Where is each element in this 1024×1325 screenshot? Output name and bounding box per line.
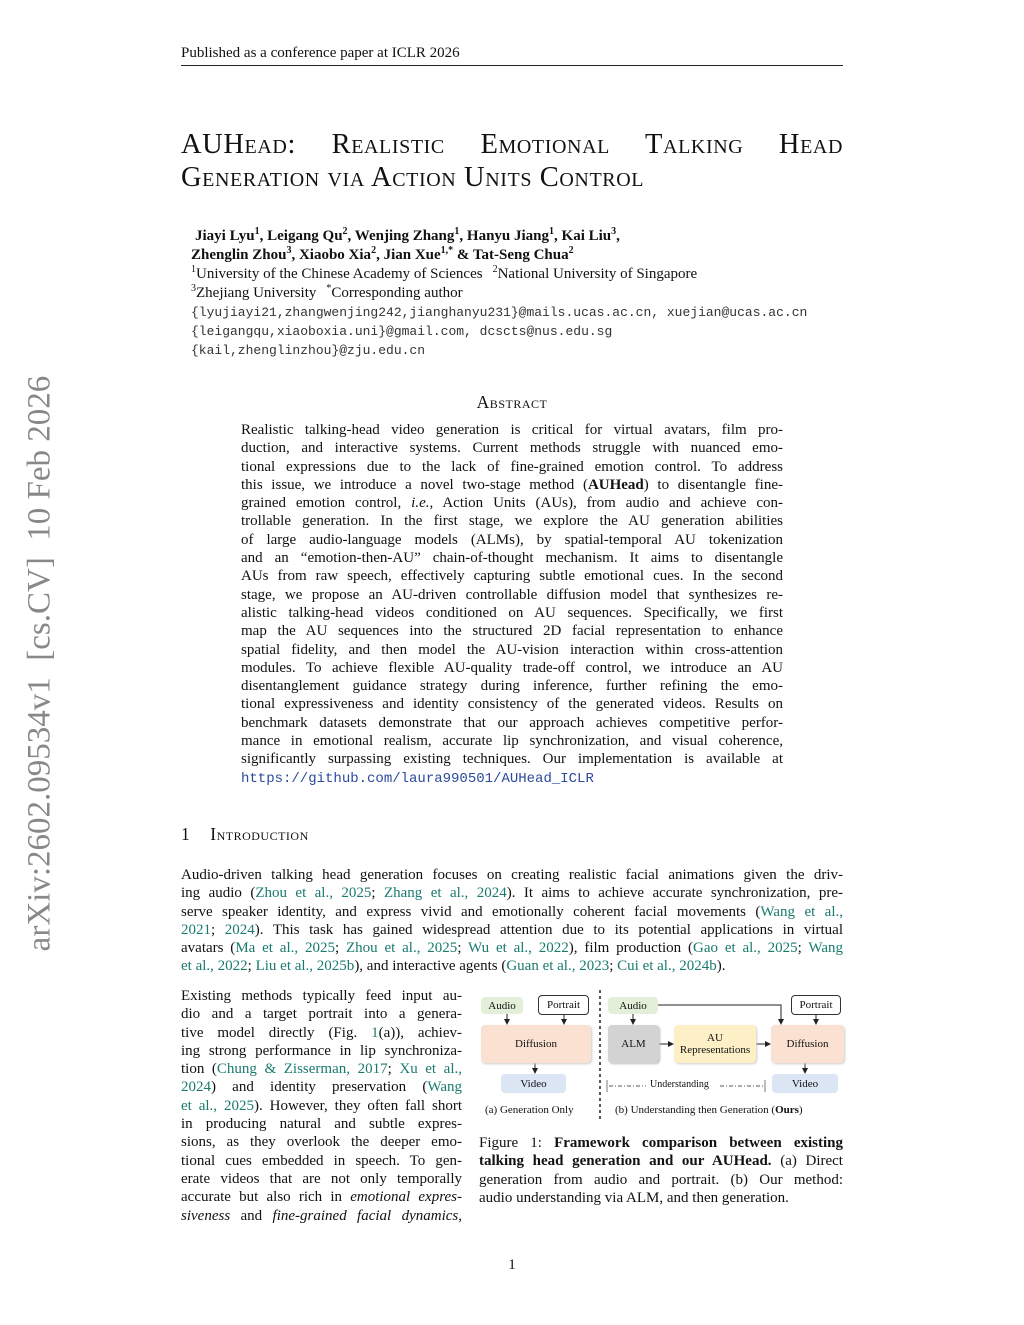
citation-link[interactable]: et al., 2025 xyxy=(181,1097,254,1114)
fig-b-audio-box: Audio xyxy=(608,997,658,1014)
text-line xyxy=(241,714,783,732)
fig-b-caption xyxy=(615,1104,803,1116)
text-line xyxy=(181,903,843,921)
text-run: tive model directly (Fig. xyxy=(181,1024,372,1041)
fig-b-understanding-label: Understanding xyxy=(650,1079,709,1090)
citation-link[interactable]: Chung & Zisserman, 2017 xyxy=(216,1061,388,1078)
text-run: ; xyxy=(609,958,618,975)
text-run: Corresponding author xyxy=(331,285,463,301)
text-run: ), and interactive agents ( xyxy=(354,958,507,975)
text-line xyxy=(479,1152,843,1170)
paper-title xyxy=(181,128,843,194)
citation-link[interactable]: et al., 2022 xyxy=(181,958,248,975)
text-line xyxy=(241,622,783,640)
text-line xyxy=(241,421,783,439)
section-title: Introduction xyxy=(210,824,309,844)
text-line xyxy=(241,549,783,567)
superscript: 2 xyxy=(371,245,377,256)
text-line xyxy=(241,769,783,787)
text-line xyxy=(181,1024,462,1042)
text-line xyxy=(241,750,783,768)
text-line xyxy=(479,1189,843,1207)
fig-b-caption-ours: Ours xyxy=(775,1104,799,1116)
text-line xyxy=(241,659,783,677)
text-run: tional expressiveness and identity consistency of the generated videos. Results on xyxy=(241,696,783,713)
text-run: Zhejiang University xyxy=(196,285,317,301)
text-run: siveness xyxy=(181,1207,231,1224)
text-run: modules. To achieve flexible AU-quality trade-off control, we introduce an AU xyxy=(241,659,783,676)
text-run: ). It aims to achieve accurate synchronization, pre- xyxy=(506,885,843,902)
text-run: tional cues embedded in speech. To gen- xyxy=(181,1152,462,1169)
text-run: , Xiaobo Xia xyxy=(291,247,372,263)
text-run: ), film production ( xyxy=(568,940,693,957)
citation-link[interactable]: Wang et al., xyxy=(760,903,843,920)
text-run: ; xyxy=(457,940,469,957)
affiliations-line-1 xyxy=(191,265,697,284)
text-run: disentanglement guidance strategy during inference, further refining the emo- xyxy=(241,678,783,695)
text-run: ; xyxy=(797,940,809,957)
title-line-1: AUHead: Realistic Emotional Talking Head xyxy=(181,129,843,160)
superscript: * xyxy=(316,283,332,294)
code-link[interactable]: https://github.com/laura990501/AUHead_ICLR xyxy=(241,770,594,787)
text-line xyxy=(241,494,783,512)
text-run: duction, and interactive systems. Current methods struggle with nuanced emo- xyxy=(241,440,783,457)
text-run: significantly surpassing existing techniques. Our implementation is available at xyxy=(241,751,783,768)
text-run: , Kai Liu xyxy=(554,228,612,244)
text-line xyxy=(241,567,783,585)
fig-b-diffusion-box: Diffusion xyxy=(771,1025,844,1063)
text-run: spatial fidelity, and then model the AU-vision interaction within cross-attention xyxy=(241,641,783,658)
superscript: 2 xyxy=(568,245,574,256)
text-run: this issue, we introduce a novel two-stage method ( xyxy=(241,476,588,493)
text-line xyxy=(241,586,783,604)
text-run: ; xyxy=(247,958,256,975)
superscript: 1 xyxy=(191,264,196,275)
text-run: ing strong performance in lip synchroniza- xyxy=(181,1042,462,1059)
text-line xyxy=(181,866,843,884)
text-run: , Wenjing Zhang xyxy=(347,228,455,244)
abstract-heading: Abstract xyxy=(476,392,548,412)
text-run: generation from audio and portrait. (b) Our method: xyxy=(479,1171,843,1188)
text-run: Jiayi Lyu xyxy=(195,228,255,244)
citation-link[interactable]: Xu et al., xyxy=(399,1061,462,1078)
fig-a-diffusion-box: Diffusion xyxy=(481,1025,591,1063)
page-number: 1 xyxy=(508,1257,516,1273)
text-line xyxy=(241,512,783,530)
text-run: (a) Direct xyxy=(771,1153,843,1170)
email-line-1: {lyujiayi21,zhangwenjing242,jianghanyu231}@mails.ucas.ac.cn, xuejian@ucas.ac.cn xyxy=(191,305,808,320)
citation-link[interactable]: Wang xyxy=(808,940,843,957)
superscript: 3 xyxy=(611,226,617,237)
text-run: (a)), achiev- xyxy=(378,1024,462,1041)
fig-a-portrait-box: Portrait xyxy=(538,995,589,1015)
text-run: benchmark datasets demonstrate that our approach achieves competitive perfor- xyxy=(241,714,783,731)
section-heading xyxy=(181,824,309,845)
email-line-2: {leigangqu,xiaoboxia.uni}@gmail.com, dcscts@nus.edu.sg xyxy=(191,324,613,339)
citation-link[interactable]: 2024 xyxy=(224,921,255,938)
text-line xyxy=(241,458,783,476)
text-run: erate videos that are not only temporally xyxy=(181,1170,462,1187)
superscript: 1,* xyxy=(440,245,454,256)
fig-b-portrait-box: Portrait xyxy=(791,995,841,1015)
citation-link[interactable]: Wang xyxy=(427,1079,462,1096)
text-run: ; xyxy=(334,940,346,957)
text-run: ). However, they often fall short xyxy=(253,1097,462,1114)
text-line xyxy=(479,1134,843,1152)
text-run: serve speaker identity, and express vivid and emotionally coherent facial movements ( xyxy=(181,903,761,920)
text-run: Realistic talking-head video generation is critical for virtual avatars, film pro- xyxy=(241,422,783,438)
authors-line-1 xyxy=(195,227,620,246)
superscript: 3 xyxy=(191,283,196,294)
figure-1-caption xyxy=(479,1134,843,1207)
text-line xyxy=(181,1115,462,1133)
section-number: 1 xyxy=(181,824,191,844)
text-run: talking head generation and our AUHead. xyxy=(479,1153,772,1170)
citation-link[interactable]: Wu et al., 2022 xyxy=(468,940,569,957)
citation-link[interactable]: Zhang et al., 2024 xyxy=(383,885,507,902)
text-line xyxy=(181,921,843,939)
title-line-2: Generation via Action Units Control xyxy=(181,162,645,193)
text-run: AUs from raw speech, effectively capturing subtle emotional cues. In the second xyxy=(241,568,783,585)
text-run: emotional expres- xyxy=(350,1189,462,1206)
text-line xyxy=(479,1171,843,1189)
text-run: ; xyxy=(371,885,384,902)
text-run: alistic talking-head videos conditioned on AU sequences. Specifically, we first xyxy=(241,604,783,621)
text-run: tional expressions due to the lack of fine-grained emotion control. To address xyxy=(241,458,783,475)
fig-a-caption: (a) Generation Only xyxy=(485,1104,574,1116)
text-run: , Jian Xue xyxy=(376,247,441,263)
citation-link[interactable]: Liu et al., 2025b xyxy=(255,958,355,975)
text-line xyxy=(241,641,783,659)
text-run: i.e. xyxy=(411,495,430,512)
text-run: accurate but also rich in xyxy=(181,1189,351,1206)
superscript: 1 xyxy=(254,226,260,237)
text-line xyxy=(241,732,783,750)
email-line-3: {kail,zhenglinzhou}@zju.edu.cn xyxy=(191,343,426,358)
arxiv-stamp: arXiv:2602.09534v1 [cs.CV] 10 Feb 2026 xyxy=(21,375,58,952)
superscript: 3 xyxy=(286,245,292,256)
citation-link[interactable]: Cui et al., 2024b xyxy=(617,958,717,975)
text-run: grained emotion control, xyxy=(241,495,412,512)
text-run: Figure 1: xyxy=(479,1135,555,1151)
text-run: National University of Singapore xyxy=(497,266,698,282)
text-line xyxy=(181,939,843,957)
text-line xyxy=(241,476,783,494)
text-run: , Hanyu Jiang xyxy=(459,228,550,244)
text-line xyxy=(181,1170,462,1188)
superscript: 1 xyxy=(549,226,555,237)
text-run: stage, we propose an AU-driven controllable diffusion model that synthesizes re- xyxy=(241,586,783,603)
text-run: ) and identity preservation ( xyxy=(211,1079,428,1096)
header-rule xyxy=(181,65,843,66)
intro-left-column xyxy=(181,987,462,1225)
text-run: mance in emotional realism, accurate lip synchronization, and visual coherence, xyxy=(241,733,783,750)
superscript: 1 xyxy=(454,226,460,237)
fig-b-alm-box: ALM xyxy=(608,1025,659,1063)
text-run: ; xyxy=(211,921,225,938)
text-run: Zhenglin Zhou xyxy=(191,247,287,263)
text-run: of large audio-language models (ALMs), by spatial-temporal AU tokenization xyxy=(241,531,783,548)
text-run: in producing natural and subtle expres- xyxy=(181,1116,462,1133)
citation-link[interactable]: Guan et al., 2023 xyxy=(506,958,610,975)
text-run: ) to disentangle fine- xyxy=(643,476,783,493)
text-run: ing audio ( xyxy=(181,885,256,902)
text-run: fine-grained facial dynamics xyxy=(272,1207,459,1224)
superscript: 2 xyxy=(342,226,348,237)
fig-b-video-box: Video xyxy=(772,1074,838,1093)
text-run: University of the Chinese Academy of Sciences xyxy=(196,266,483,282)
text-line xyxy=(241,439,783,457)
authors-line-2 xyxy=(191,246,574,265)
text-run: ; xyxy=(387,1061,400,1078)
text-run: , xyxy=(616,228,620,244)
text-run: sions, as they overlook the deeper emo- xyxy=(181,1134,462,1151)
text-run: trollable generation. In the first stage, we explore the AU generation abilities xyxy=(241,513,783,530)
fig-a-video-box: Video xyxy=(501,1074,566,1093)
text-line xyxy=(181,1078,462,1096)
text-run: AUHead xyxy=(587,476,644,493)
text-run: , Action Units (AUs), from audio and achieve con- xyxy=(429,495,783,512)
text-line xyxy=(181,1097,462,1115)
text-line xyxy=(181,1042,462,1060)
text-line xyxy=(181,1188,462,1206)
fig-b-caption-close: ) xyxy=(798,1104,803,1116)
citation-link[interactable]: 1 xyxy=(371,1024,379,1041)
text-line xyxy=(181,957,843,975)
text-line xyxy=(181,884,843,902)
abstract-body xyxy=(241,421,783,787)
text-run: ). xyxy=(716,958,726,975)
text-run: , Leigang Qu xyxy=(259,228,343,244)
affiliations-line-2 xyxy=(191,284,463,303)
text-line xyxy=(181,1133,462,1151)
text-run: ). This task has gained widespread attention due to its potential applications in virtual xyxy=(254,921,843,938)
intro-paragraph xyxy=(181,866,843,976)
citation-link[interactable]: Ma et al., 2025 xyxy=(235,940,335,957)
text-run: audio understanding via ALM, and then generation. xyxy=(479,1189,789,1206)
text-run: avatars ( xyxy=(181,940,236,957)
running-header: Published as a conference paper at ICLR 2026 xyxy=(181,45,460,61)
citation-link[interactable]: Zhou et al., 2025 xyxy=(255,885,372,902)
text-run: Existing methods typically feed input au- xyxy=(181,988,462,1004)
citation-link[interactable]: 2021 xyxy=(181,921,211,938)
text-line xyxy=(241,677,783,695)
text-line xyxy=(181,1152,462,1170)
text-run: map the AU sequences into the structured 2D facial representation to enhance xyxy=(241,623,783,640)
text-run: Framework comparison between existing xyxy=(554,1135,843,1151)
fig-b-caption-text: (b) Understanding then Generation ( xyxy=(615,1104,776,1116)
text-run: dio and a target portrait into a genera- xyxy=(181,1006,462,1023)
text-line xyxy=(241,531,783,549)
text-line xyxy=(181,987,462,1005)
text-line xyxy=(181,1005,462,1023)
text-run: and an “emotion-then-AU” chain-of-thought mechanism. It aims to disentangle xyxy=(241,550,783,567)
text-run: Audio-driven talking head generation focuses on creating realistic facial animations given the driv- xyxy=(181,867,843,883)
citation-link[interactable]: Zhou et al., 2025 xyxy=(345,940,458,957)
fig-a-audio-box: Audio xyxy=(481,997,523,1014)
text-line xyxy=(181,1207,462,1225)
text-run: & Tat-Seng Chua xyxy=(453,247,569,263)
fig-b-au-representations-box: AU Representations xyxy=(674,1025,756,1063)
text-run: , xyxy=(458,1207,462,1224)
text-line xyxy=(241,604,783,622)
text-line xyxy=(241,695,783,713)
text-run: and xyxy=(230,1207,273,1224)
citation-link[interactable]: 2024 xyxy=(181,1079,211,1096)
superscript: 2 xyxy=(482,264,498,275)
text-run: tion ( xyxy=(181,1061,217,1078)
citation-link[interactable]: Gao et al., 2025 xyxy=(693,940,798,957)
text-line xyxy=(181,1060,462,1078)
